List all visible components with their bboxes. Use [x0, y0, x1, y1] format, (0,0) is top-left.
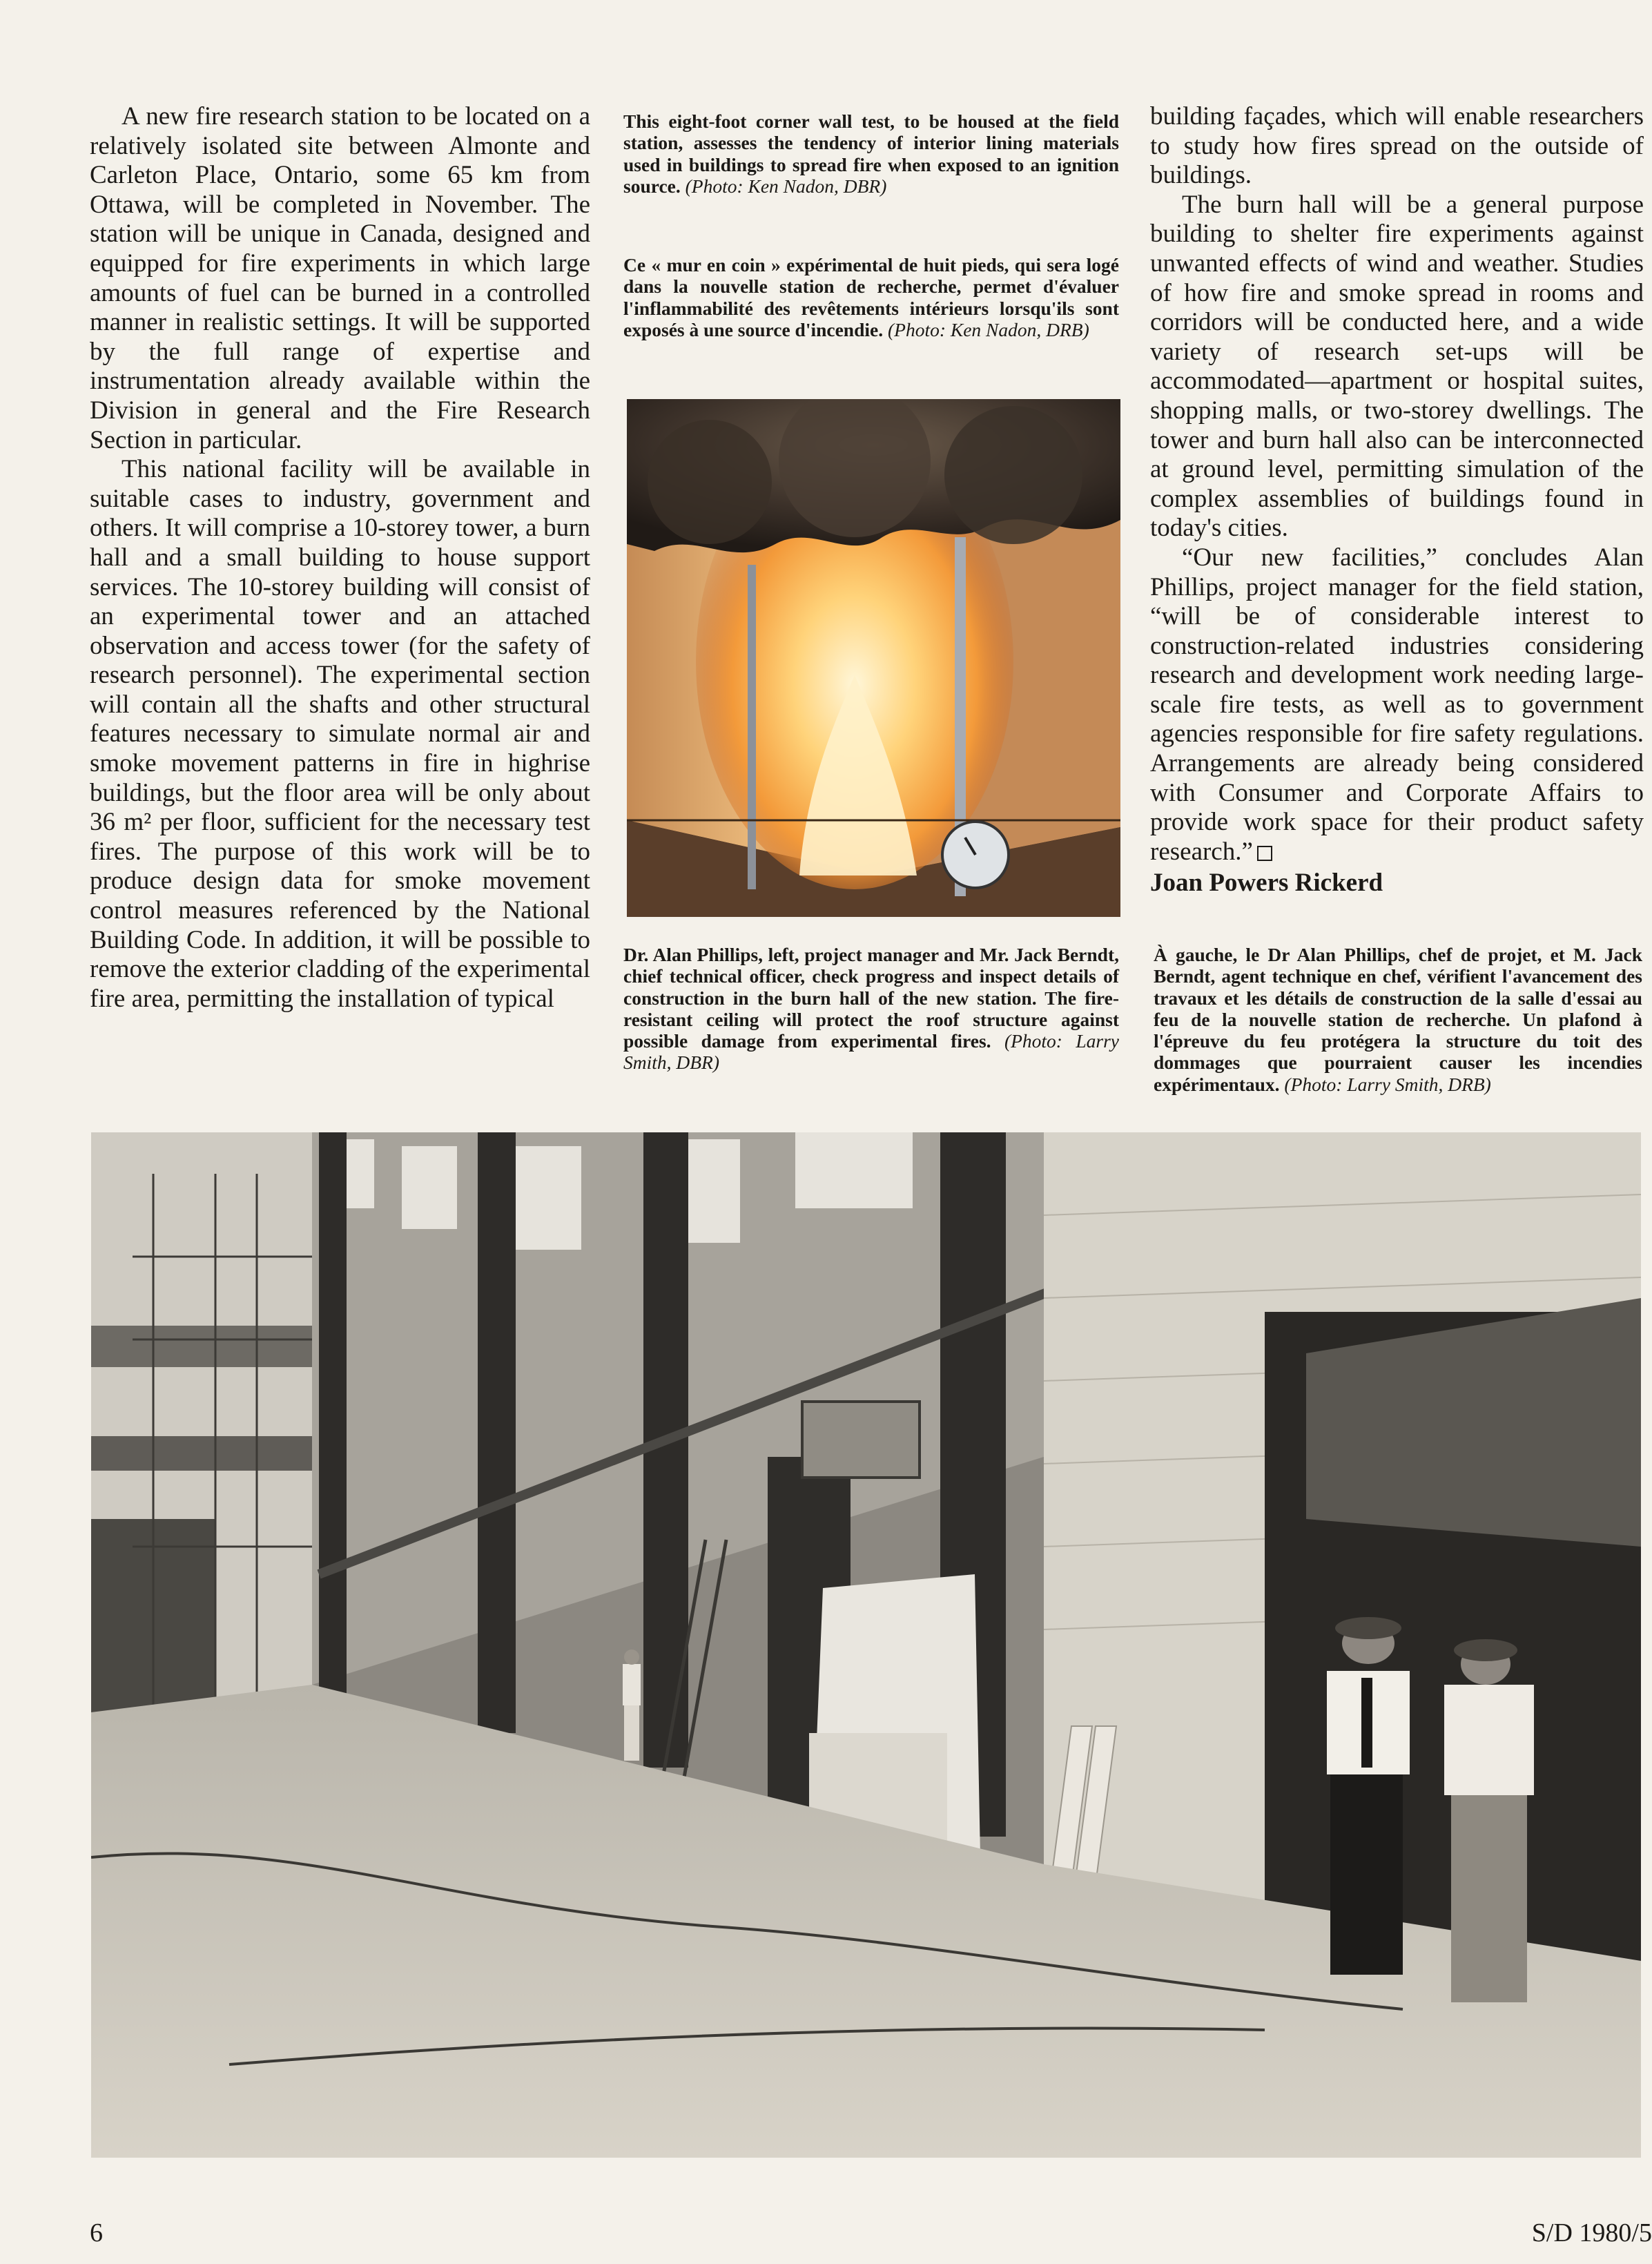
issue-label: S/D 1980/5: [1531, 2218, 1652, 2247]
photo-credit: (Photo: Ken Nadon, DBR): [685, 175, 887, 197]
burn-hall-photo: [91, 1132, 1641, 2158]
article-paragraph: This national facility will be available in suitable cases to industry, government and others. It will comprise a 10-storey tower, a burn hall and a small building to house support services. The 10-storey building will consist of an experimental tower and an attached observation and access tower (for the safety of research personnel). The experimental section will contain all the shafts and other structural features necessary to simulate normal air and smoke movement patterns in fire in highrise buildings, but the floor area will be only about 36 m² per floor, sufficient for the necessary test fires. The purpose of this work will be to produce design data for smoke movement control measures referenced by the National Building Code. In addition, it will be possible to remove the exterior cladding of the experimental fire area, permitting the installation of typical: [90, 455, 590, 1013]
hall-photo-caption-fr: À gauche, le Dr Alan Phillips, chef de projet, et M. Jack Berndt, agent technique en chef, vérifient l'avancement des travaux et les détails de construction de la salle d'essai au feu de la nouvelle station de recherche. Un plafond à l'épreuve du feu protégera la structure du toit des dommages que pourraient causer les incendies expérimentaux. (Photo: Larry Smith, DRB): [1154, 944, 1642, 1095]
article-column-1: [90, 102, 590, 1014]
photo-credit: (Photo: Larry Smith, DRB): [1284, 1073, 1491, 1095]
article-paragraph: The burn hall will be a general purpose building to shelter fire experiments against unwanted effects of wind and weather. Studies of how fire and smoke spread in rooms and corridors will be conducted here, and a wide variety of research set-ups will be accommodated—apartment or hospital suites, shopping malls, or two-storey dwellings. The tower and burn hall also can be interconnected at ground level, permitting simulation of the complex assemblies of buildings found in today's cities.: [1150, 190, 1644, 543]
hall-photo-caption-en: Dr. Alan Phillips, left, project manager and Mr. Jack Berndt, chief technical officer, check progress and inspect details of construction in the burn hall of the new station. The fire-resistant ceiling will protect the roof structure against possible damage from experimental fires. (Photo: Larry Smith, DBR): [623, 944, 1120, 1074]
fire-photo-caption-en: This eight-foot corner wall test, to be housed at the field station, assesses the tendency of interior lining materials used in buildings to spread fire when exposed to an ignition source. (Photo: Ken Nadon, DBR): [623, 110, 1119, 197]
fire-photo-caption-fr: Ce « mur en coin » expérimental de huit pieds, qui sera logé dans la nouvelle station de recherche, permet d'évaluer l'inflammabilité des revêtements intérieurs lorsqu'ils sont exposés à une source d'incendie. (Photo: Ken Nadon, DRB): [623, 254, 1119, 340]
photo-credit: (Photo: Ken Nadon, DRB): [888, 318, 1089, 340]
corner-wall-fire-photo: [627, 399, 1120, 917]
article-column-3: [1150, 102, 1644, 898]
page-number: 6: [90, 2218, 103, 2247]
article-paragraph: “Our new facilities,” concludes Alan Phillips, project manager for the field station, “will be of considerable interest to construction-related industries considering research and development work needing large-scale fire tests, as well as to government agencies responsible for fire safety regulations. Arrangements are already being considered with Consumer and Corporate Affairs to provide work space for their product safety research.”: [1150, 543, 1644, 866]
author-byline: Joan Powers Rickerd: [1150, 869, 1383, 898]
end-mark-icon: [1257, 846, 1272, 861]
article-paragraph: building façades, which will enable researchers to study how fires spread on the outside of buildings.: [1150, 102, 1644, 190]
article-paragraph: A new fire research station to be located on a relatively isolated site between Almonte and Carleton Place, Ontario, some 65 km from Ottawa, will be completed in November. The station will be unique in Canada, designed and equipped for fire experiments in which large amounts of fuel can be burned in a controlled manner in realistic settings. It will be supported by the full range of expertise and instrumentation already available within the Division in general and the Fire Research Section in particular.: [90, 102, 590, 454]
photo-credit: (Photo: Larry Smith, DBR): [623, 1030, 1120, 1074]
